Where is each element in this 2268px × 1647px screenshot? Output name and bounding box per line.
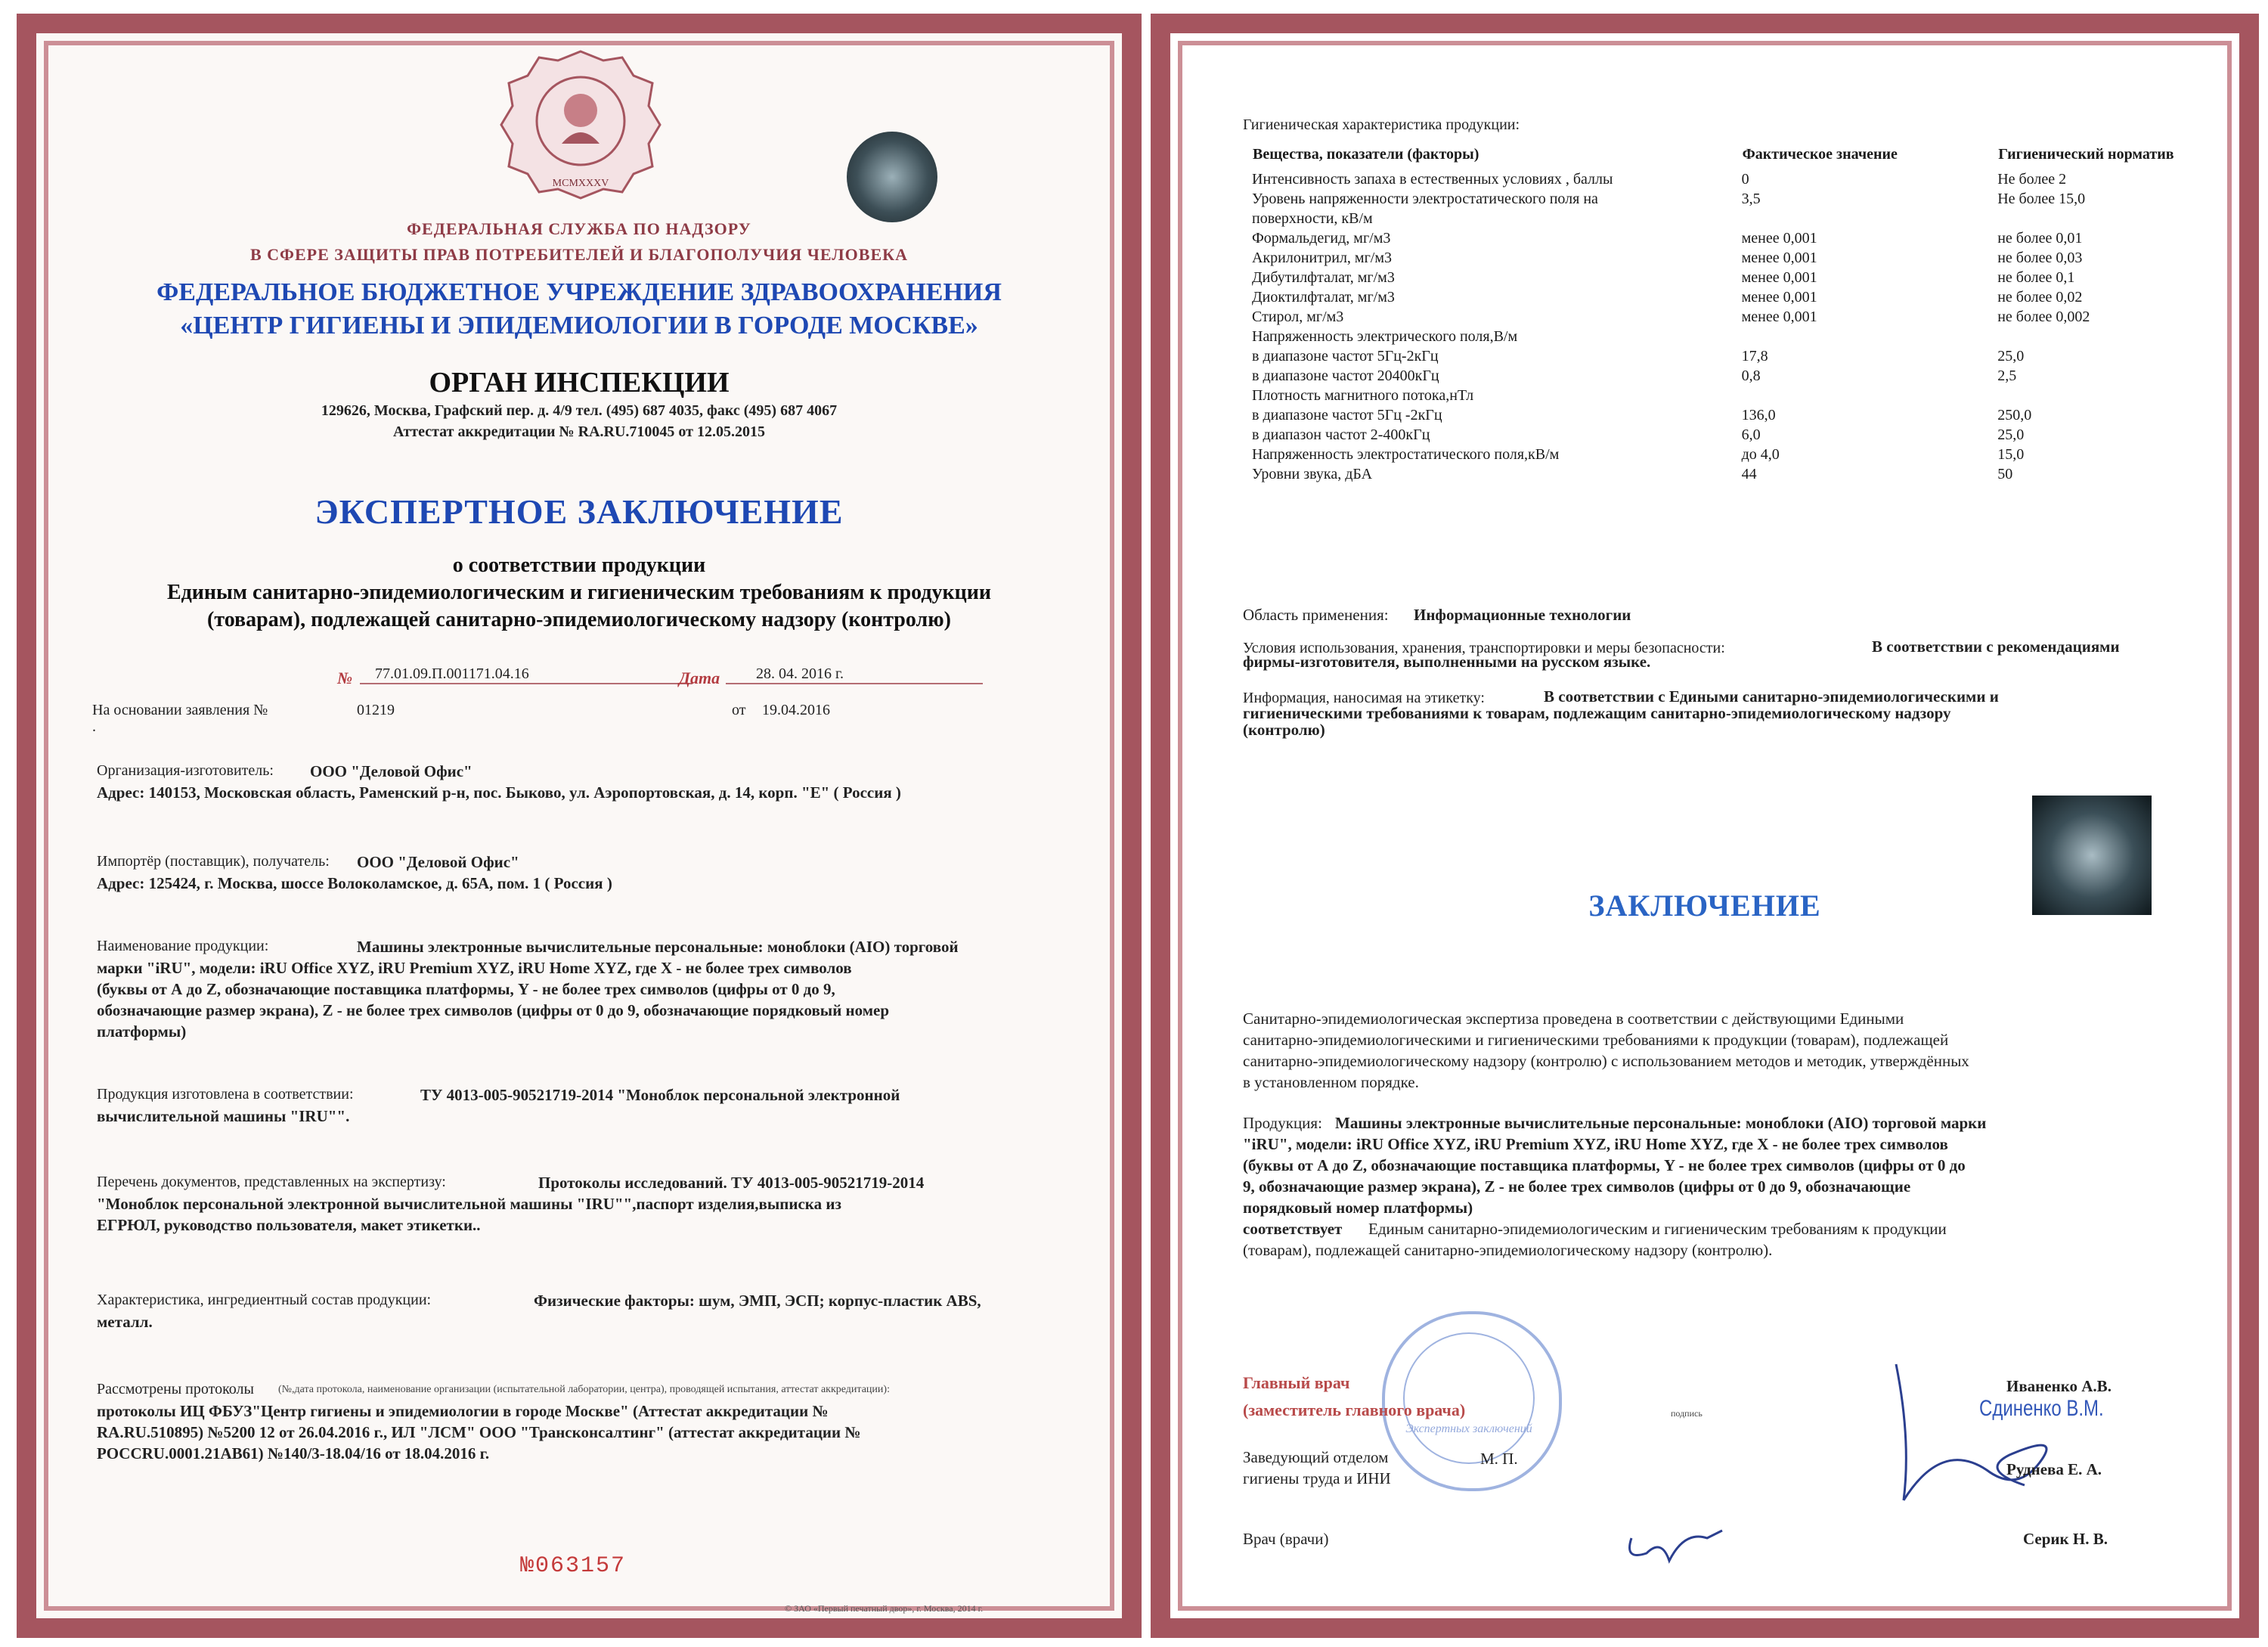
cell-actual: до 4,0 [1741, 446, 1780, 463]
cell-actual [1742, 327, 1998, 346]
chief-name: Иваненко А.В. [2006, 1377, 2112, 1395]
chars-label: Характеристика, ингредиентный состав продукции: [97, 1292, 432, 1308]
chief-label-2: (заместитель главного врача) [1243, 1400, 1466, 1419]
protocols-small: (№,дата протокола, наименование организации (испытательной лаборатории, центра), проводящей испытания, аттестат аккредитации): [278, 1384, 890, 1395]
made-line1: ТУ 4013-005-90521719-2014 "Моноблок персональной электронной [420, 1086, 900, 1104]
importer-address: Адрес: 125424, г. Москва, шоссе Волоколамское, д. 65А, пом. 1 ( Россия ) [97, 874, 612, 892]
col-header-factor: Вещества, показатели (факторы) [1253, 146, 1479, 163]
cell-factor: Дибутилфталат, мг/м3 [1252, 269, 1395, 286]
from-label: от [732, 702, 746, 718]
conclusion-title: ЗАКЛЮЧЕНИЕ [1588, 889, 1821, 923]
fbu-line2: «ЦЕНТР ГИГИЕНЫ И ЭПИДЕМИОЛОГИИ В ГОРОДЕ МОСКВЕ» [180, 312, 978, 340]
table-row [1252, 464, 2239, 484]
subtitle-1: о соответствии продукции [452, 554, 706, 577]
cell-actual: 6,0 [1741, 426, 1761, 443]
cell-factor: Уровень напряженности электростатического поля на [1252, 191, 1598, 207]
number-value: 77.01.09.П.001171.04.16 [360, 665, 692, 684]
complies-1: Единым санитарно-эпидемиологическим и гигиеническим требованиям к продукции [1368, 1220, 1947, 1238]
conditions-value2: фирмы-изготовителя, выполненными на русском языке. [1243, 653, 1651, 671]
product-label-r: Продукция: [1243, 1114, 1322, 1132]
table-row [1252, 445, 2239, 464]
printer-credit: © ЗАО «Первый печатный двор», г. Москва, 2014 г. [785, 1603, 984, 1614]
cell-factor: Уровни звука, дБА [1252, 466, 1373, 482]
product-r-2: "iRU", модели: iRU Office XYZ, iRU Premium XYZ, iRU Home XYZ, где X - не более трех символов [1243, 1135, 1948, 1153]
table-row [1252, 169, 2239, 189]
label-info-label: Информация, наносимая на этикетку: [1243, 690, 1485, 706]
cell-actual: 17,8 [1741, 348, 1768, 364]
manufacturer-label: Организация-изготовитель: [97, 762, 274, 779]
head-dept-2: гигиены труда и ИНИ [1243, 1469, 1391, 1487]
cell-factor: Формальдегид, мг/м3 [1252, 230, 1391, 247]
cell-actual [1742, 209, 1998, 228]
mp-mark: М. П. [1480, 1450, 1518, 1468]
cell-factor: Напряженность электростатического поля,кВ/м [1252, 446, 1560, 463]
table-row [1252, 405, 2239, 425]
fed-service-line2: В СФЕРЕ ЗАЩИТЫ ПРАВ ПОТРЕБИТЕЛЕЙ И БЛАГОПОЛУЧИЯ ЧЕЛОВЕКА [250, 245, 908, 264]
hygiene-table [1252, 145, 2239, 484]
importer-label: Импортёр (поставщик), получатель: [97, 853, 330, 870]
cell-norm: 15,0 [1997, 446, 2025, 463]
doctor-label: Врач (врачи) [1243, 1530, 1329, 1548]
protocols-line1: протоколы ИЦ ФБУЗ"Центр гигиены и эпидемиологии в городе Москве" (Аттестат аккредитации № [97, 1402, 829, 1420]
table-row [1252, 209, 2239, 228]
doctor-signature [1616, 1508, 1737, 1576]
product-line2: марки "iRU", модели: iRU Office XYZ, iRU Premium XYZ, iRU Home XYZ, где X - не более трех символов [97, 959, 852, 977]
docs-label: Перечень документов, представленных на экспертизу: [97, 1174, 446, 1190]
scope-value: Информационные технологии [1414, 606, 1631, 624]
table-row [1252, 366, 2239, 386]
chars-line1: Физические факторы: шум, ЭМП, ЭСП; корпус-пластик ABS, [534, 1292, 981, 1310]
cell-factor: Интенсивность запаха в естественных условиях , баллы [1252, 171, 1613, 188]
cell-actual: 0 [1741, 171, 1749, 188]
accreditation-line: Аттестат аккредитации № RA.RU.710045 от 12.05.2015 [393, 423, 765, 440]
cell-actual: 3,5 [1741, 191, 1761, 207]
date-label: Дата [679, 668, 720, 687]
cell-norm [1997, 327, 2239, 346]
left-page [17, 14, 1142, 1638]
cell-norm [1997, 386, 2239, 405]
protocols-label: Рассмотрены протоколы [97, 1381, 254, 1397]
emblem-logo [490, 45, 671, 204]
product-line1: Машины электронные вычислительные персональные: моноблоки (AIO) торговой [357, 938, 959, 956]
product-line3: (буквы от А до Z, обозначающие поставщика платформы, Y - не более трех символов (цифры от 0 до 9, [97, 980, 835, 998]
cell-factor: Акрилонитрил, мг/м3 [1252, 250, 1392, 266]
made-line2: вычислительной машины "IRU"". [97, 1107, 350, 1125]
cell-norm: Не более 2 [1997, 171, 2067, 188]
docs-line3: ЕГРЮЛ, руководство пользователя, макет этикетки.. [97, 1216, 481, 1234]
complies-label: соответствует [1243, 1220, 1343, 1238]
made-label: Продукция изготовлена в соответствии: [97, 1086, 354, 1103]
concl-p3: санитарно-эпидемиологическому надзору (контролю) с использованием методов и методик, утверждённых [1243, 1052, 1969, 1070]
hologram-seal-icon [847, 132, 937, 222]
cell-actual: 44 [1741, 466, 1757, 482]
chars-line2: металл. [97, 1313, 153, 1331]
organ-heading: ОРГАН ИНСПЕКЦИИ [429, 367, 730, 399]
cell-norm: 25,0 [1997, 426, 2025, 443]
protocols-line2: RA.RU.510895) №5200 12 от 26.04.2016 г., ИЛ "ЛСМ" ООО "Трансконсалтинг" (аттестат аккредитации № [97, 1423, 861, 1441]
application-value: 01219 [357, 702, 395, 718]
label-info-3: (контролю) [1243, 721, 1325, 739]
cell-norm: 25,0 [1997, 348, 2025, 364]
doc-title: ЭКСПЕРТНОЕ ЗАКЛЮЧЕНИЕ [314, 492, 844, 531]
number-label: № [337, 668, 353, 687]
cell-norm: не более 0,02 [1997, 289, 2083, 306]
hyg-title: Гигиеническая характеристика продукции: [1243, 116, 1520, 133]
concl-p1: Санитарно-эпидемиологическая экспертиза проведена в соответствии с действующими Едиными [1243, 1010, 1904, 1028]
cell-norm: Не более 15,0 [1997, 191, 2086, 207]
label-info-1: В соответствии с Едиными санитарно-эпидемиологическими и [1544, 687, 1999, 706]
svg-text:Экспертных заключений: Экспертных заключений [1405, 1422, 1532, 1435]
label-info-2: гигиеническими требованиями к товарам, подлежащим санитарно-эпидемиологическому надзору [1243, 704, 1951, 722]
stamp-name: Сдиненко В.М. [1979, 1396, 2104, 1421]
cell-norm: 50 [1997, 466, 2013, 482]
cell-norm: не более 0,002 [1997, 309, 2090, 325]
cell-norm: не более 0,03 [1997, 250, 2083, 266]
dot-mark: . [92, 718, 96, 735]
subtitle-2: Единым санитарно-эпидемиологическим и гигиеническим требованиям к продукции [166, 581, 992, 604]
cell-norm: не более 0,01 [1997, 230, 2083, 247]
manufacturer-address: Адрес: 140153, Московская область, Раменский р-н, пос. Быково, ул. Аэропортовская, д. 14, корп. "Е" ( Россия ) [97, 783, 901, 802]
fbu-line1: ФЕДЕРАЛЬНОЕ БЮДЖЕТНОЕ УЧРЕЖДЕНИЕ ЗДРАВООХРАНЕНИЯ [156, 278, 1002, 306]
cell-actual: менее 0,001 [1741, 230, 1817, 247]
head-name: Руднева Е. А. [2006, 1460, 2102, 1478]
cell-norm: не более 0,1 [1997, 269, 2075, 286]
table-header-row [1252, 145, 2239, 169]
table-row [1252, 228, 2239, 248]
product-r-5: порядковый номер платформы) [1243, 1199, 1473, 1217]
cell-factor: Диоктилфталат, мг/м3 [1252, 289, 1395, 306]
table-row [1252, 386, 2239, 405]
conditions-value1: В соответствии с рекомендациями [1872, 637, 2120, 656]
from-value: 19.04.2016 [762, 702, 830, 718]
table-row [1252, 189, 2239, 209]
concl-p2: санитарно-эпидемиологическими и гигиеническими требованиями к продукции (товарам), подлежащей [1243, 1031, 1949, 1049]
product-r-1: Машины электронные вычислительные персональные: моноблоки (AIO) торговой марки [1335, 1114, 1987, 1132]
cell-norm: 250,0 [1997, 407, 2032, 423]
podpis-label: подпись [1671, 1408, 1703, 1419]
organ-address: 129626, Москва, Графский пер. д. 4/9 тел. (495) 687 4035, факс (495) 687 4067 [321, 402, 838, 419]
chief-label-1: Главный врач [1243, 1373, 1350, 1392]
conditions-label: Условия использования, хранения, транспортировки и меры безопасности: [1243, 640, 1725, 656]
right-page [1151, 14, 2259, 1638]
product-r-3: (буквы от А до Z, обозначающие поставщика платформы, Y - не более трех символов (цифры от 0 до [1243, 1156, 1966, 1174]
table-row [1252, 248, 2239, 268]
col-header-norm: Гигиенический норматив [1998, 146, 2174, 163]
doctor-name: Серик Н. В. [2023, 1530, 2108, 1548]
cell-actual [1742, 386, 1998, 405]
signature-scribble [1881, 1349, 2093, 1515]
protocols-line3: РОССRU.0001.21АВ61) №140/3-18.04/16 от 18.04.2016 г. [97, 1444, 490, 1462]
cell-actual: менее 0,001 [1741, 309, 1817, 325]
svg-text:MCMXXXV: MCMXXXV [552, 178, 609, 189]
docs-line2: "Моноблок персональной электронной вычислительной машины "IRU"",паспорт изделия,выписка из [97, 1195, 841, 1213]
manufacturer-value: ООО "Деловой Офис" [310, 762, 472, 780]
complies-2: (товарам), подлежащей санитарно-эпидемиологическому надзору (контролю). [1243, 1241, 1773, 1259]
docs-line1: Протоколы исследований. ТУ 4013-005-90521719-2014 [538, 1174, 925, 1192]
table-row [1252, 327, 2239, 346]
table-row [1252, 307, 2239, 327]
cell-factor: в диапазон частот 2-400кГц [1252, 426, 1430, 443]
table-row [1252, 346, 2239, 366]
cell-factor: в диапазоне частот 5Гц -2кГц [1252, 407, 1442, 423]
cell-norm [1997, 209, 2239, 228]
application-label: На основании заявления № [92, 702, 268, 718]
cell-norm: 2,5 [1997, 368, 2017, 384]
cell-factor: Стирол, мг/м3 [1252, 309, 1344, 325]
cell-actual: менее 0,001 [1741, 269, 1817, 286]
product-line5: платформы) [97, 1022, 187, 1041]
head-dept-1: Заведующий отделом [1243, 1448, 1389, 1466]
scope-label: Область применения: [1243, 606, 1389, 624]
cell-actual: 0,8 [1741, 368, 1761, 384]
date-value: 28. 04. 2016 г. [726, 665, 983, 684]
product-line4: обозначающие размер экрана), Z - не более трех символов (цифры от 0 до 9, обозначающие порядковый номер [97, 1001, 890, 1019]
table-row [1252, 425, 2239, 445]
cell-factor: Напряженность электрического поля,В/м [1252, 328, 1518, 345]
table-row [1252, 287, 2239, 307]
col-header-actual: Фактическое значение [1742, 146, 1898, 163]
subtitle-3: (товарам), подлежащей санитарно-эпидемиологическому надзору (контролю) [207, 608, 951, 631]
serial-number: №063157 [520, 1553, 627, 1579]
cell-factor: в диапазоне частот 5Гц-2кГц [1252, 348, 1439, 364]
cell-factor: поверхности, кВ/м [1252, 210, 1373, 227]
cell-actual: менее 0,001 [1741, 289, 1817, 306]
cell-actual: 136,0 [1741, 407, 1776, 423]
table-row [1252, 268, 2239, 287]
product-r-4: 9, обозначающие размер экрана), Z - не более трех символов (цифры от 0 до 9, обозначающие [1243, 1177, 1911, 1196]
cell-actual: менее 0,001 [1741, 250, 1817, 266]
concl-p4: в установленном порядке. [1243, 1073, 1419, 1091]
fed-service-line1: ФЕДЕРАЛЬНАЯ СЛУЖБА ПО НАДЗОРУ [407, 219, 751, 238]
importer-value: ООО "Деловой Офис" [357, 853, 519, 871]
cell-factor: Плотность магнитного потока,нТл [1252, 387, 1474, 404]
cell-factor: в диапазоне частот 20400кГц [1252, 368, 1439, 384]
product-label: Наименование продукции: [97, 938, 269, 954]
